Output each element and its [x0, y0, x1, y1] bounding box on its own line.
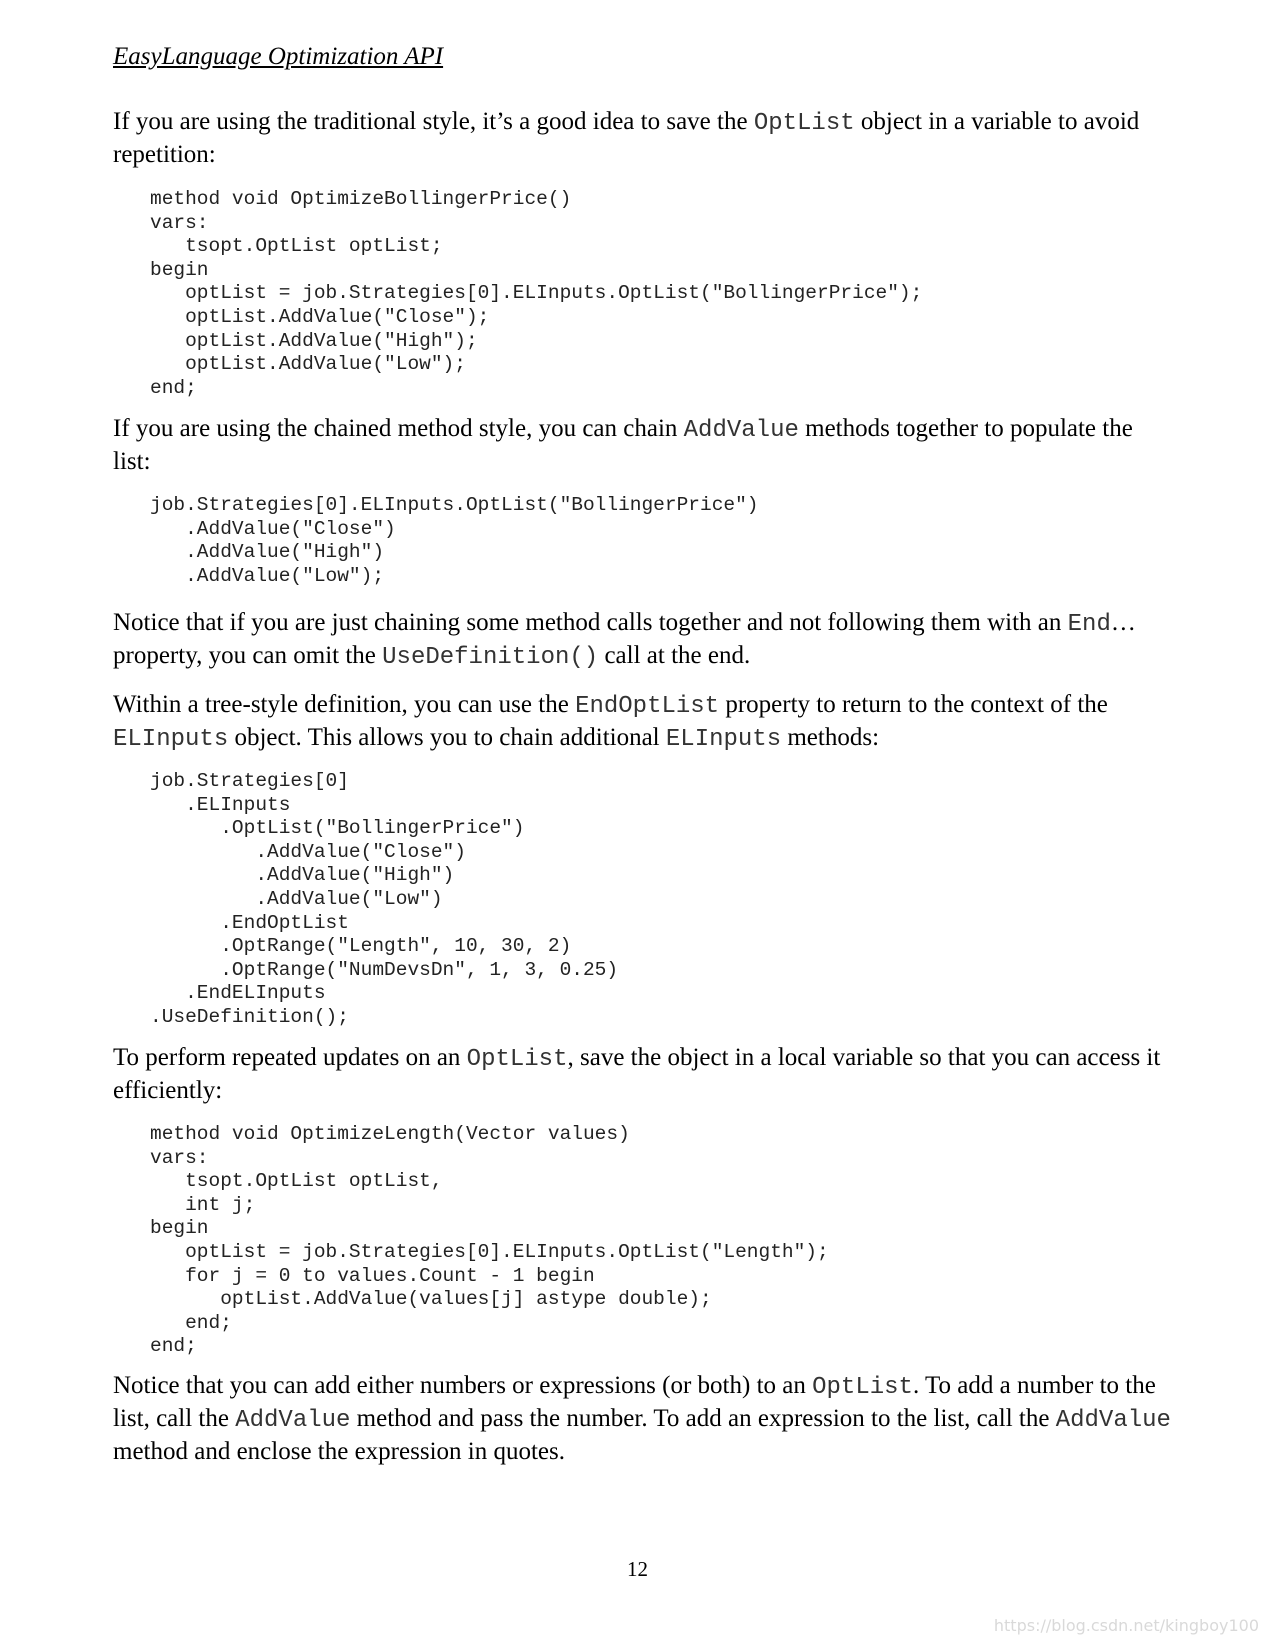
page-header-title: EasyLanguage Optimization API [113, 43, 444, 70]
paragraph-text: methods together to populate the list: [113, 415, 1133, 475]
inline-code: OptList [466, 1046, 568, 1073]
paragraph-text: Notice that if you are just chaining some method calls together and not following them with an [113, 609, 1068, 636]
inline-code: End [1067, 611, 1111, 638]
paragraph-traditional-style [113, 106, 1173, 170]
paragraph-text: If you are using the chained method style, you can chain [113, 415, 684, 442]
code-block-optimize-length: method void OptimizeLength(Vector values) vars: tsopt.OptList optList, int j; begin optList = job.Strategies[0].ELInputs.OptList("Length"); for j = 0 to values.Count - 1 begin optList.AddValue(values[j] astype double); end; end; [150, 1123, 829, 1358]
inline-code: AddValue [235, 1407, 351, 1434]
inline-code: EndOptList [575, 693, 720, 720]
inline-code: OptList [753, 110, 855, 137]
paragraph-text: … property, you can omit the [113, 609, 1136, 669]
code-block-traditional: method void OptimizeBollingerPrice() vars: tsopt.OptList optList; begin optList = job.Strategies[0].ELInputs.OptList("BollingerPrice"); optList.AddValue("Close"); optList.AddValue("High"); optList.AddValue("Low"); end; [150, 188, 923, 399]
paragraph-text: property to return to the context of the [719, 691, 1108, 718]
paragraph-repeated-updates [113, 1042, 1173, 1106]
paragraph-text: object. This allows you to chain additional [228, 724, 666, 751]
paragraph-tree-style [113, 689, 1173, 755]
paragraph-use-definition-note [113, 607, 1173, 673]
paragraph-text: , save the object in a local variable so that you can access it efficiently: [113, 1044, 1161, 1104]
inline-code: ELInputs [113, 726, 229, 753]
watermark-url: https://blog.csdn.net/kingboy100 [993, 1616, 1259, 1635]
paragraph-text: method and enclose the expression in quotes. [113, 1438, 565, 1465]
inline-code: OptList [812, 1374, 913, 1401]
paragraph-text: If you are using the traditional style, it’s a good idea to save the [113, 108, 754, 135]
paragraph-text: Notice that you can add either numbers or expressions (or both) to an [113, 1372, 813, 1399]
code-block-tree-style: job.Strategies[0] .ELInputs .OptList("BollingerPrice") .AddValue("Close") .AddValue("High") .AddValue("Low") .EndOptList .OptRange("Length", 10, 30, 2) .OptRange("NumDevsDn", 1, 3, 0.25) .EndELInputs .UseDefinition(); [150, 770, 619, 1028]
paragraph-text: . To add a number to the list, call the [113, 1372, 1156, 1432]
paragraph-text: Within a tree-style definition, you can use the [113, 691, 576, 718]
paragraph-text: object in a variable to avoid repetition: [113, 108, 1140, 168]
paragraph-numbers-or-expressions [113, 1370, 1173, 1467]
page-number: 12 [627, 1557, 648, 1581]
inline-code: AddValue [683, 417, 799, 444]
code-block-chained: job.Strategies[0].ELInputs.OptList("BollingerPrice") .AddValue("Close") .AddValue("High") .AddValue("Low"); [150, 494, 759, 587]
inline-code: ELInputs [665, 726, 782, 753]
paragraph-chained-style [113, 413, 1173, 477]
paragraph-text: method and pass the number. To add an expression to the list, call the [350, 1405, 1056, 1432]
inline-code: UseDefinition() [382, 644, 599, 671]
paragraph-text: To perform repeated updates on an [113, 1044, 467, 1071]
inline-code: AddValue [1055, 1407, 1171, 1434]
paragraph-text: methods: [781, 724, 880, 751]
paragraph-text: call at the end. [598, 642, 751, 669]
